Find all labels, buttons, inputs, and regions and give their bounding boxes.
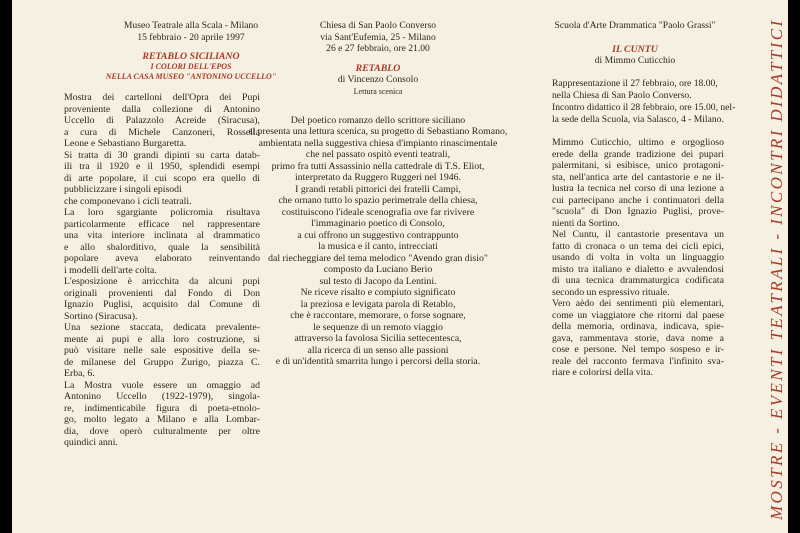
- school-line: Scuola d'Arte Drammatica "Paolo Grassi": [554, 20, 716, 31]
- text-line: e di un'identità smarrita lungo i percorsi della storia.: [275, 356, 481, 368]
- text-line: Del poetico romanzo dello scrittore siciliano: [290, 114, 466, 126]
- dates-line: 15 febbraio - 20 aprile 1997: [137, 31, 245, 43]
- text-line: primo fra tutti Assassinio nella cattedrale di T.S. Eliot,: [271, 160, 485, 172]
- text-line: popolare aveva elaborato reinventando: [64, 253, 260, 265]
- exhibition-subtitle-1: I COLORI DELL'EPOS: [150, 62, 232, 72]
- text-line: La Mostra vuole essere un omaggio ad: [64, 379, 260, 391]
- text-line: può visitare nelle sale espositive della se-: [64, 345, 260, 357]
- text-line: di arte popolare, il cui scopo era quello di: [64, 172, 260, 184]
- text-line: sul testo di Jacopo da Lentini.: [319, 275, 437, 287]
- text-line: quindici anni.: [64, 437, 118, 449]
- text-line: Leone e Sebastiano Burgaretta.: [64, 138, 187, 150]
- performance-author: di Mimmo Cuticchio: [594, 54, 676, 66]
- spine-band: [747, 0, 787, 533]
- text-line: che componevano i cicli teatrali.: [64, 195, 192, 207]
- info-line: la sede della Scuola, via Salasco, 4 - Milano.: [552, 113, 724, 125]
- text-line: di una tecnica drammaturgica codificata: [552, 275, 724, 287]
- reading-title: RETABLO: [355, 63, 401, 75]
- text-line: alla ricerca di un senso alle passioni: [307, 344, 449, 356]
- text-line: costituiscono l'ideale scenografia ove far rivivere: [281, 206, 475, 218]
- text-line: nienti da Sortino.: [552, 217, 620, 229]
- text-line: che nel passato ospitò eventi teatrali,: [305, 149, 451, 161]
- address-line: via Sant'Eufemia, 25 - Milano: [320, 31, 436, 43]
- text-line: Antonino Uccello (1922-1979), singola-: [64, 391, 260, 403]
- text-line: Una sezione staccata, dedicata prevalente-: [64, 322, 260, 334]
- text-line: le sequenze di un remoto viaggio: [313, 321, 443, 333]
- text-line: lustra la tecnica nel corso di una lezione a: [552, 183, 724, 195]
- text-line: de milanese del Gruppo Zurigo, piazza C.: [64, 356, 260, 368]
- performance-text: [552, 137, 724, 379]
- text-line: Uccello di Palazzolo Acreide (Siracusa),: [64, 115, 260, 127]
- info-line: Incontro didattico il 28 febbraio, ore 15.00, nel-: [552, 101, 736, 113]
- text-line: Sortino (Siracusa).: [64, 310, 138, 322]
- text-line: Ne riceve risalto e compiuto significato: [300, 287, 456, 299]
- text-line: pubblicizzare i singoli episodi: [64, 184, 182, 196]
- reading-kind: Lettura scenica: [353, 86, 403, 96]
- exhibition-text: [64, 92, 260, 449]
- text-line: re, indimenticabile figura di poeta-etnolo-: [64, 402, 260, 414]
- text-line: a cui offrono un suggestivo contrappunto: [297, 229, 459, 241]
- text-line: originali provenienti dal Fondo di Don: [64, 287, 260, 299]
- text-line: attraverso la favolosa Sicilia settecentesca,: [294, 333, 462, 345]
- spine-title: MOSTRE - EVENTI TEATRALI - INCONTRI DIDATTICI: [767, 18, 786, 520]
- text-line: Erba, 6.: [64, 368, 95, 380]
- text-line: particolarmente efficace nel rappresentare: [64, 218, 260, 230]
- text-line: a cura di Michele Canzoneri, Rossella: [64, 126, 260, 138]
- text-line: go, molto legato a Milano e alla Lombar-: [64, 414, 260, 426]
- text-line: Mimmo Cuticchio, ultimo e orgoglioso: [552, 137, 724, 149]
- text-line: Si tratta di 30 grandi dipinti su carta datab-: [64, 149, 260, 161]
- text-line: interpretato da Ruggero Ruggeri nel 1946.: [295, 172, 461, 184]
- performance-title: IL CUNTU: [612, 43, 658, 55]
- reading-column: [246, 20, 510, 368]
- brochure-page: [12, 0, 788, 533]
- text-line: I grandi retabli pittorici dei fratelli Campi,: [295, 183, 461, 195]
- text-line: ambientata nella suggestiva chiesa d'impianto rinascimentale: [258, 137, 498, 149]
- text-line: Mostra dei cartelloni dell'Opra dei Pupi: [64, 92, 260, 104]
- reading-text: [246, 115, 510, 368]
- performance-column: [552, 20, 736, 379]
- exhibition-subtitle-2: NELLA CASA MUSEO "ANTONINO UCCELLO": [105, 72, 277, 82]
- reading-titles: [246, 63, 510, 97]
- text-line: la preziosa e levigata parola di Retablo,: [300, 298, 456, 310]
- text-line: che è raccontare, memorare, o forse sognare,: [290, 310, 466, 322]
- performance-header: [552, 20, 718, 32]
- performance-titles: [552, 44, 718, 67]
- text-line: dal riecheggiare del tema melodico "Avendo gran disio": [268, 252, 488, 264]
- text-line: che ornano tutto lo spazio perimetrale della chiesa,: [278, 195, 478, 207]
- reading-author: di Vincenzo Consolo: [337, 74, 419, 86]
- text-line: Ignazio Puglisi, acquisito dal Comune di: [64, 299, 260, 311]
- text-line: La loro sgargiante policromia risultava: [64, 207, 260, 219]
- text-line: e allo sbalorditivo, quale la sensibilità: [64, 241, 260, 253]
- exhibition-title: RETABLO SICILIANO: [142, 51, 240, 63]
- text-line: una vita interiore inclinata al drammatico: [64, 230, 260, 242]
- text-line: la musica e il canto, intrecciati: [318, 241, 438, 253]
- text-line: secondo un espressivo rituale.: [552, 286, 670, 298]
- text-line: l'immaginario poetico di Consolo,: [311, 218, 445, 230]
- text-line: "scuola" di Don Ignazio Puglisi, prove-: [552, 206, 724, 218]
- text-line: composto da Luciano Berio: [323, 264, 433, 276]
- text-line: si presenta una lettura scenica, su progetto di Sebastiano Romano,: [248, 126, 508, 138]
- text-line: L'esposizione è arricchita da alcuni pupi: [64, 276, 260, 288]
- text-line: cui partecipano anche i continuatori della: [552, 194, 724, 206]
- text-line: come un viaggiatore che ritorni dal paese: [552, 309, 724, 321]
- text-line: della memoria, ordinava, indicava, spie-: [552, 321, 724, 333]
- info-line: nella Chiesa di San Paolo Converso.: [552, 90, 692, 102]
- text-line: proveniente dalla collezione di Antonino: [64, 103, 260, 115]
- text-line: fatto di cronaca o un tema dei cicli epici,: [552, 240, 724, 252]
- text-line: erede della grande tradizione dei pupari: [552, 148, 724, 160]
- venue-line: Chiesa di San Paolo Converso: [319, 20, 437, 31]
- venue-line: Museo Teatrale alla Scala - Milano: [123, 20, 259, 31]
- text-line: cose e persone. Nel tempo sospeso e ir-: [552, 344, 724, 356]
- text-line: dia, dove operò culturalmente per oltre: [64, 425, 260, 437]
- text-line: Nel Cuntu, il cantastorie presentava un: [552, 229, 724, 241]
- info-line: Rappresentazione il 27 febbraio, ore 18.00,: [552, 78, 718, 90]
- dates-line: 26 e 27 febbraio, ore 21.00: [326, 43, 430, 55]
- text-line: i modelli dell'arte colta.: [64, 264, 157, 276]
- text-line: sta, nell'antica arte del cantastorie e ne il-: [552, 171, 724, 183]
- text-line: Vero aèdo dei sentimenti più elementari,: [552, 298, 724, 310]
- text-line: reale del racconto fermava l'infinito sva-: [552, 355, 724, 367]
- text-line: ili tra il 1920 e il 1950, splendidi esempi: [64, 161, 260, 173]
- text-line: riare e colorirsi della vita.: [552, 367, 653, 379]
- text-line: mente ai pupi e alla loro costruzione, si: [64, 333, 260, 345]
- reading-header: [246, 20, 510, 55]
- text-line: misto tra italiano e dialetto e avvalendosi: [552, 263, 724, 275]
- performance-info: [552, 78, 736, 125]
- text-line: palermitani, si esibisce, unico protagoni-: [552, 160, 724, 172]
- text-line: gava, rammentava storie, dava nome a: [552, 332, 724, 344]
- text-line: usando di volta in volta un linguaggio: [552, 252, 724, 264]
